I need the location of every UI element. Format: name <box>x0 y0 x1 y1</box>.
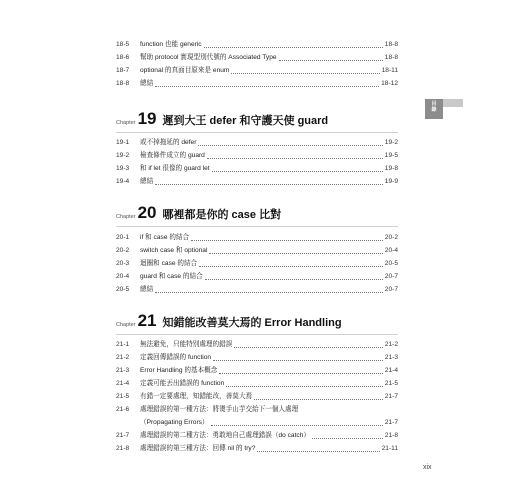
toc-entry[interactable] <box>116 233 398 243</box>
toc-entry[interactable] <box>116 259 398 269</box>
toc-entry-title: 有錯一定要處理，知錯能改，善莫大焉 <box>140 393 253 400</box>
toc-entry-title: 迴圈和 case 的結合 <box>140 260 198 267</box>
chapter-number: 21 <box>137 311 157 330</box>
toc-entry-page: 18-11 <box>381 67 398 74</box>
toc-entry-number: 18-5 <box>116 41 130 48</box>
toc-entry-page: 19-8 <box>384 165 398 172</box>
toc-entry-page: 20-5 <box>384 260 398 267</box>
chapter-heading-20[interactable] <box>116 204 281 222</box>
page-number: xix <box>423 464 432 471</box>
toc-entry-title: 幫助 protocol 實現型別代號的 Associated Type <box>140 54 277 61</box>
toc-entry-title: guard 和 case 的結合 <box>140 273 203 280</box>
toc-entry-title: （Propagating Errors） <box>140 419 209 426</box>
toc-entry-number: 20-3 <box>116 260 130 267</box>
toc-entry[interactable] <box>116 53 398 63</box>
toc-entry[interactable] <box>116 164 398 174</box>
toc-entry-page: 19-5 <box>384 152 398 159</box>
toc-entry-number: 21-8 <box>116 445 130 452</box>
toc-entry[interactable] <box>116 340 398 350</box>
toc-entry-title: if 和 case 的結合 <box>140 234 190 241</box>
toc-entry-number: 19-1 <box>116 139 130 146</box>
toc-entry[interactable] <box>116 405 398 415</box>
toc-entry-page: 18-12 <box>381 80 398 87</box>
toc-entry-title: 總結 <box>140 80 154 87</box>
toc-entry-title: 處理錯誤的第二種方法：勇敢地自己處理錯誤（do catch） <box>140 432 310 439</box>
toc-entry[interactable] <box>116 285 398 295</box>
toc-entry-number: 21-3 <box>116 367 130 374</box>
toc-entry-title: switch case 和 optional <box>140 247 208 254</box>
toc-entry-page: 21-4 <box>384 367 398 374</box>
toc-entry-title: function 也能 generic <box>140 41 202 48</box>
toc-entry-title: 處理錯誤的第三種方法：回傳 nil 的 try? <box>140 445 256 452</box>
dot-leader <box>219 373 382 374</box>
toc-entry[interactable] <box>116 366 398 376</box>
toc-entry-page: 21-8 <box>384 432 398 439</box>
toc-entry-number: 18-8 <box>116 80 130 87</box>
toc-entry-number: 19-3 <box>116 165 130 172</box>
toc-entry-title: 定義回傳錯誤的 function <box>140 354 212 361</box>
toc-entry-page: 21-11 <box>381 445 398 452</box>
dot-leader <box>205 279 383 280</box>
toc-entry-title: 和 if let 很像的 guard let <box>140 165 210 172</box>
toc-entry-page: 21-7 <box>384 393 398 400</box>
chapter-title: 知錯能改善莫大焉的 Error Handling <box>162 317 342 329</box>
dot-leader <box>226 386 383 387</box>
toc-entry[interactable] <box>116 379 398 389</box>
toc-entry[interactable] <box>116 392 398 402</box>
chapter-word: Chapter <box>116 120 136 126</box>
chapter-number: 20 <box>137 203 157 222</box>
toc-entry-title: Error Handling 的基本概念 <box>140 367 218 374</box>
dot-leader <box>312 438 383 439</box>
toc-entry-title: 總結 <box>140 286 154 293</box>
toc-entry-number: 21-5 <box>116 393 130 400</box>
toc-entry-title: 無法避免，只能特別處理的錯誤 <box>140 341 233 348</box>
toc-entry-page: 21-2 <box>384 341 398 348</box>
chapter-number: 19 <box>137 109 157 128</box>
side-tab-bar <box>443 99 463 107</box>
toc-entry-number: 21-2 <box>116 354 130 361</box>
toc-entry-page: 21-7 <box>384 419 398 426</box>
chapter-word: Chapter <box>116 214 136 220</box>
toc-entry-title: 定義可能丟出錯誤的 function <box>140 380 225 387</box>
toc-entry[interactable] <box>116 431 398 441</box>
toc-entry-number: 19-2 <box>116 152 130 159</box>
toc-entry-page: 19-9 <box>384 178 398 185</box>
dot-leader <box>211 425 383 426</box>
toc-entry[interactable] <box>116 444 398 454</box>
toc-entry[interactable] <box>116 177 398 187</box>
toc-entry-number: 20-4 <box>116 273 130 280</box>
toc-entry[interactable] <box>116 138 398 148</box>
toc-entry-page: 20-7 <box>384 286 398 293</box>
chapter-divider <box>116 334 398 335</box>
toc-entry-title: 總結 <box>140 178 154 185</box>
toc-entry-page: 20-4 <box>384 247 398 254</box>
dot-leader <box>155 292 383 293</box>
dot-leader <box>234 347 382 348</box>
dot-leader <box>254 399 383 400</box>
dot-leader <box>212 171 383 172</box>
toc-entry[interactable] <box>116 246 398 256</box>
toc-entry-number: 21-7 <box>116 432 130 439</box>
dot-leader <box>155 184 383 185</box>
chapter-title: 哪裡都是你的 case 比對 <box>162 209 282 221</box>
dot-leader <box>207 158 383 159</box>
dot-leader <box>198 145 382 146</box>
toc-entry-continuation[interactable] <box>140 418 398 428</box>
toc-entry-title: 檢查條件成立的 guard <box>140 152 205 159</box>
toc-entry-page: 19-2 <box>384 139 398 146</box>
toc-entry-page: 21-3 <box>384 354 398 361</box>
toc-entry-page: 20-2 <box>384 234 398 241</box>
chapter-heading-21[interactable] <box>116 312 342 330</box>
dot-leader <box>213 360 383 361</box>
toc-entry-page: 18-8 <box>384 41 398 48</box>
chapter-word: Chapter <box>116 322 136 328</box>
dot-leader <box>204 47 383 48</box>
toc-entry-title: 或不掉拖延的 defer <box>140 139 197 146</box>
dot-leader <box>257 451 379 452</box>
toc-entry[interactable] <box>116 151 398 161</box>
toc-entry[interactable] <box>116 66 398 76</box>
toc-entry-number: 21-4 <box>116 380 130 387</box>
chapter-divider <box>116 226 398 227</box>
dot-leader <box>209 253 382 254</box>
toc-entry-page: 20-7 <box>384 273 398 280</box>
toc-entry-title: 處理錯誤的第一種方法：將燙手山芋交給下一個人處理 <box>140 406 299 413</box>
toc-entry-page: 18-8 <box>384 54 398 61</box>
toc-entry-number: 18-6 <box>116 54 130 61</box>
side-tab-label: 目錄 <box>431 101 437 113</box>
toc-entry[interactable] <box>116 79 398 89</box>
dot-leader <box>191 240 383 241</box>
toc-entry-title: optional 的真面目原來是 enum <box>140 67 230 74</box>
toc-entry-page: 21-5 <box>384 380 398 387</box>
dot-leader <box>155 86 379 87</box>
toc-entry-number: 21-6 <box>116 406 130 413</box>
toc-entry-number: 21-1 <box>116 341 130 348</box>
toc-entry-number: 20-2 <box>116 247 130 254</box>
toc-entry-number: 20-5 <box>116 286 130 293</box>
toc-entry[interactable] <box>116 353 398 363</box>
dot-leader <box>279 60 383 61</box>
chapter-divider <box>116 132 398 133</box>
chapter-title: 遲到大王 defer 和守護天使 guard <box>162 115 329 127</box>
toc-entry-number: 18-7 <box>116 67 130 74</box>
dot-leader <box>199 266 383 267</box>
dot-leader <box>231 73 379 74</box>
toc-entry-number: 20-1 <box>116 234 130 241</box>
toc-entry-number: 19-4 <box>116 178 130 185</box>
toc-entry[interactable] <box>116 40 398 50</box>
chapter-heading-19[interactable] <box>116 110 328 128</box>
toc-entry[interactable] <box>116 272 398 282</box>
